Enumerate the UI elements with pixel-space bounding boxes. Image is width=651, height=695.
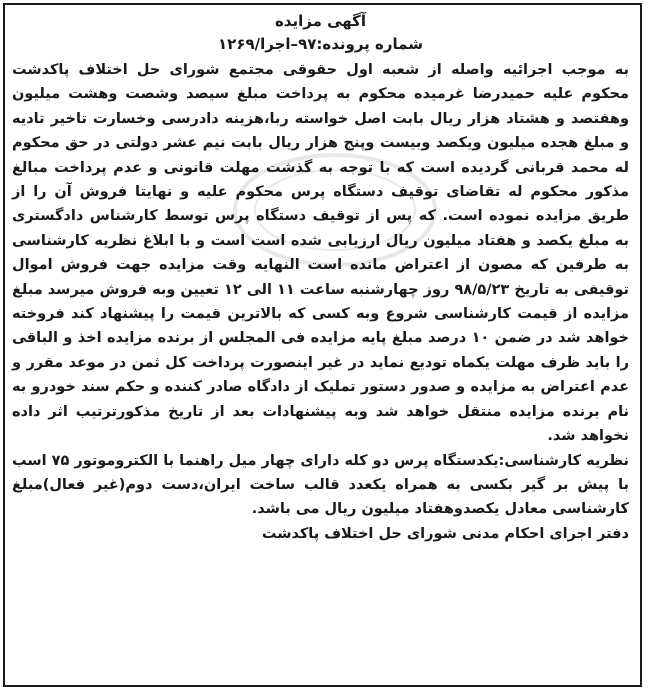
notice-title: آگهی مزایده <box>274 12 367 30</box>
notice-content <box>12 10 629 546</box>
file-number: شماره پرونده:۹۷–اجرا/۱۲۶۹ <box>218 35 423 53</box>
notice-body: به موجب اجرائیه واصله از شعبه اول حقوقی مجتمع شورای حل اختلاف پاکدشت محکوم علیه حمیدرضا غرمیده محکوم به پرداخت مبلغ سیصد وشصت وهشت میلیون وهفتصد و هشتاد هزار ریال بابت اصل خواسته ربا،هزینه دادرسی وخسارت تاخیر تادیه و مبلغ هجده میلیون ویکصد وبیست وپنج هزار ریال بابت نیم عشر دولتی در حق محکوم له محمد قربانی گردیده است که با توجه به گذشت مهلت قانونی و عدم پرداخت مبالغ مذکور محکوم له تقاضای توقیف دستگاه پرس محکوم علیه و نهایتا فروش آن را از طریق مزایده نموده است. که پس از توقیف دستگاه پرس توسط کارشناس دادگستری به مبلغ یکصد و هفتاد میلیون ریال ارزیابی شده است است و با ابلاغ نظریه کارشناسی به طرفین که مصون از اعتراض مانده است النهایه وقت مزایده جهت فروش اموال توقیفی به تاریخ ۹۸/۵/۲۳ روز چهارشنبه ساعت ۱۱ الی ۱۲ تعیین وبه فروش میرسد مبلغ مزایده از قیمت کارشناسی شروع وبه کسی که بالاترین قیمت را پیشنهاد کند فروخته خواهد شد در ضمن ۱۰ درصد مبلغ پایه مزایده فی المجلس از برنده مزایده اخذ و الباقی را باید ظرف مهلت یکماه تودیع نماید در غیر اینصورت پرداخت کل ثمن در موعد مقرر و عدم اعتراض به مزایده و صدور دستور تملیک از دادگاه صادر کننده و حکم سند خودرو به نام برنده مزایده منتقل خواهد شد وبه پیشنهادات بعد از تاریخ مذکورترتیب اثر داده نخواهد شد. <box>12 62 629 445</box>
notice-footer: دفتر اجرای احکام مدنی شورای حل اختلاف پاکدشت <box>261 525 629 542</box>
expert-opinion: نظریه کارشناسی:یکدستگاه پرس دو کله دارای چهار میل راهنما با الکتروموتور ۷۵ اسب با پیش بر گیر بکسی به همراه یکعدد قالب ساخت ایران،دست دوم(غیر فعال)مبلغ کارشناسی معادل یکصدوهفتاد میلیون ریال می باشد. <box>12 452 629 518</box>
